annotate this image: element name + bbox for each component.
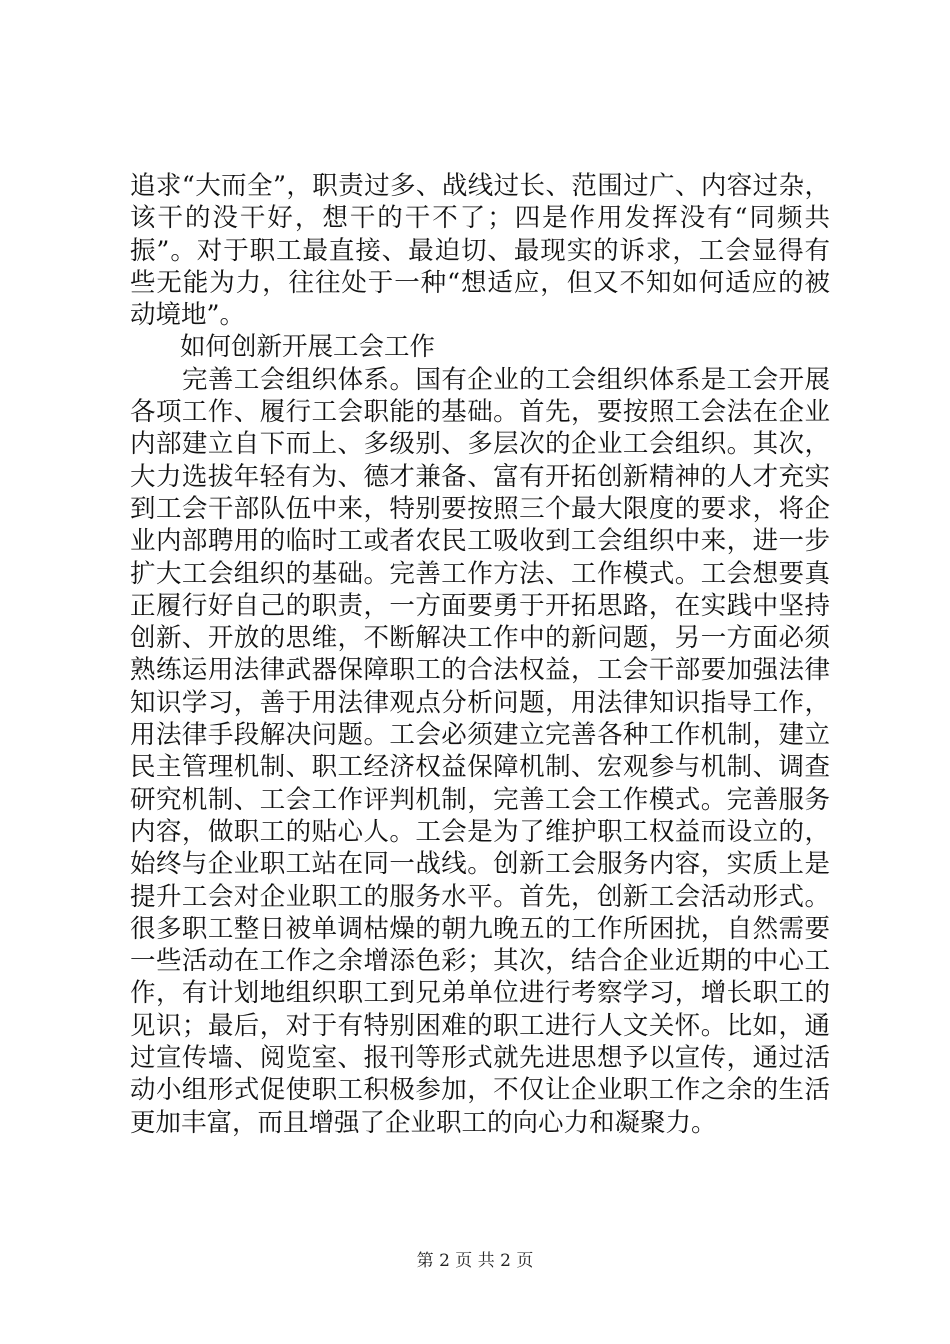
text-line: 始终与企业职工站在同一战线。创新工会服务内容，实质上是 bbox=[130, 849, 830, 880]
text-line: 动小组形式促使职工积极参加，不仅让企业职工作之余的生活 bbox=[130, 1075, 830, 1106]
text-line: 知识学习，善于用法律观点分析问题，用法律知识指导工作， bbox=[130, 687, 830, 718]
page-footer bbox=[0, 1246, 950, 1271]
text-line: 完善工会组织体系。国有企业的工会组织体系是工会开展 bbox=[182, 364, 830, 395]
text-line: 该干的没干好，想干的干不了；四是作用发挥没有“同频共 bbox=[130, 203, 830, 234]
text-line: 内部建立自下而上、多级别、多层次的企业工会组织。其次， bbox=[130, 429, 830, 460]
text-line: 熟练运用法律武器保障职工的合法权益，工会干部要加强法律 bbox=[130, 655, 830, 686]
text-line: 过宣传墙、阅览室、报刊等形式就先进思想予以宣传，通过活 bbox=[130, 1043, 830, 1074]
text-line: 些无能为力，往往处于一种“想适应，但又不知如何适应的被 bbox=[130, 267, 830, 298]
text-line: 内容，做职工的贴心人。工会是为了维护职工权益而设立的， bbox=[130, 816, 830, 847]
paragraph-continuation bbox=[130, 170, 830, 331]
text-line: 正履行好自己的职责，一方面要勇于开拓思路，在实践中坚持 bbox=[130, 590, 830, 621]
text-line: 创新、开放的思维，不断解决工作中的新问题，另一方面必须 bbox=[130, 623, 830, 654]
text-line: 动境地”。 bbox=[130, 300, 246, 331]
text-line: 扩大工会组织的基础。完善工作方法、工作模式。工会想要真 bbox=[130, 558, 830, 589]
text-line: 一些活动在工作之余增添色彩；其次，结合企业近期的中心工 bbox=[130, 946, 830, 977]
text-line: 振”。对于职工最直接、最迫切、最现实的诉求，工会显得有 bbox=[130, 235, 830, 266]
text-line: 到工会干部队伍中来，特别要按照三个最大限度的要求，将企 bbox=[130, 493, 830, 524]
text-line: 各项工作、履行工会职能的基础。首先，要按照工会法在企业 bbox=[130, 397, 830, 428]
text-line: 提升工会对企业职工的服务水平。首先，创新工会活动形式。 bbox=[130, 881, 830, 912]
text-line: 作，有计划地组织职工到兄弟单位进行考察学习，增长职工的 bbox=[130, 978, 830, 1009]
text-line: 研究机制、工会工作评判机制，完善工会工作模式。完善服务 bbox=[130, 784, 830, 815]
text-line: 更加丰富，而且增强了企业职工的向心力和凝聚力。 bbox=[130, 1107, 717, 1138]
document-body bbox=[130, 170, 830, 1139]
section-heading: 如何创新开展工会工作 bbox=[180, 332, 436, 363]
page-number-label: 第 2 页 共 2 页 bbox=[416, 1251, 534, 1271]
text-line: 用法律手段解决问题。工会必须建立完善各种工作机制，建立 bbox=[130, 720, 830, 751]
text-line: 民主管理机制、职工经济权益保障机制、宏观参与机制、调查 bbox=[130, 752, 830, 783]
text-line: 见识；最后，对于有特别困难的职工进行人文关怀。比如，通 bbox=[130, 1010, 830, 1041]
paragraph-main bbox=[130, 364, 830, 1139]
text-line: 大力选拔年轻有为、德才兼备、富有开拓创新精神的人才充实 bbox=[130, 461, 830, 492]
text-line: 业内部聘用的临时工或者农民工吸收到工会组织中来，进一步 bbox=[130, 526, 830, 557]
text-line: 追求“大而全”，职责过多、战线过长、范围过广、内容过杂， bbox=[130, 171, 830, 201]
text-line: 很多职工整日被单调枯燥的朝九晚五的工作所困扰，自然需要 bbox=[130, 913, 830, 944]
